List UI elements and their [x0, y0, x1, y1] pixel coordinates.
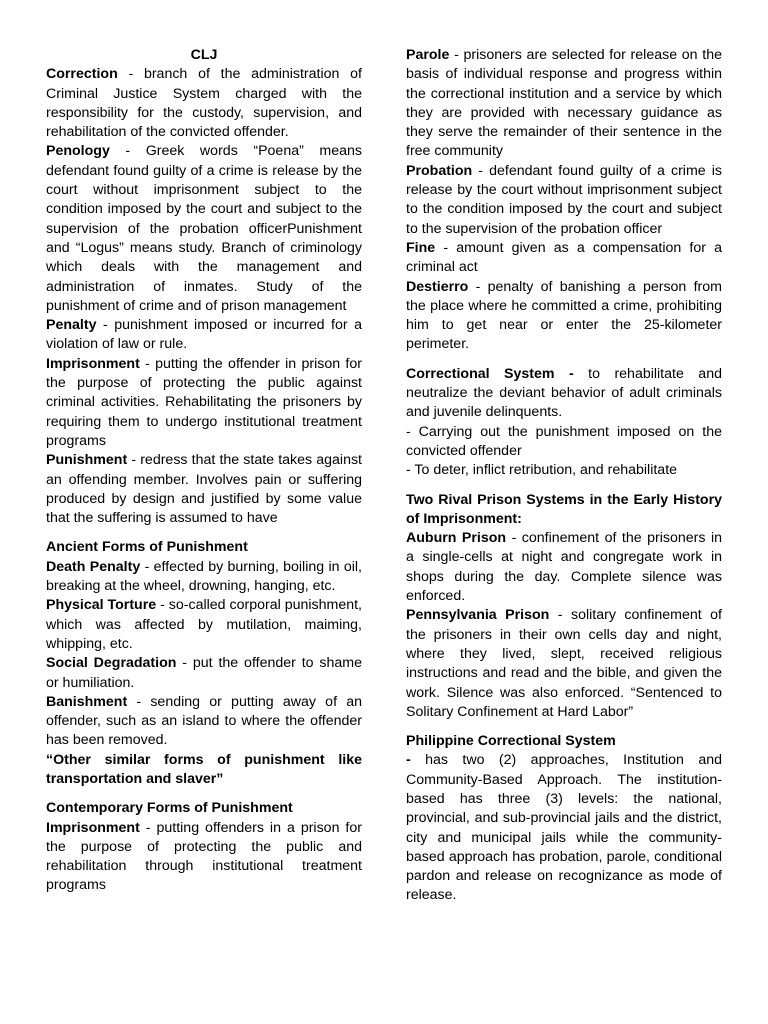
definition-text: - punishment imposed or incurred for a violation of law or rule.	[46, 317, 362, 353]
definition-punishment	[46, 451, 362, 528]
term: Probation	[406, 162, 473, 179]
definition-parole	[406, 46, 722, 162]
other-forms-note: “Other similar forms of punishment like transportation and slaver”	[46, 751, 362, 787]
term: Destierro	[406, 278, 469, 295]
definition-text: to rehabilitate and neutralize the deviant behavior of adult criminals and juvenile delinquents.	[406, 365, 722, 421]
definition-text: - effected by burning, boiling in oil, breaking at the wheel, drowning, hanging, etc.	[46, 558, 363, 595]
term: Physical Torture	[46, 597, 157, 614]
definition-death-penalty	[46, 558, 362, 597]
right-column	[406, 46, 722, 906]
definition-destierro	[406, 278, 722, 355]
term: Correction	[46, 66, 118, 83]
definition-text: - redress that the state takes against an offending member. Involves pain or suffering produced by design and justified by some value that the suffering is assumed to have	[46, 452, 362, 527]
definition-imprisonment	[46, 355, 362, 451]
definition-probation	[406, 162, 722, 239]
definition-social-degradation	[46, 654, 362, 693]
term: Auburn Prison	[406, 530, 507, 547]
section-heading-rival-systems: Two Rival Prison Systems in the Early History of Imprisonment:	[406, 491, 722, 527]
correctional-point: - Carrying out the punishment imposed on the convicted offender	[406, 423, 722, 459]
definition-fine	[406, 239, 722, 278]
section-heading-ancient: Ancient Forms of Punishment	[46, 539, 248, 556]
definition-text: - amount given as a compensation for a criminal act	[406, 239, 722, 276]
definition-text: - Greek words “Poena” means defendant found guilty of a crime is release by the court without imprisonment subject to the condition imposed by the court and subject to the supervision of the probation officerPunishment and “Logus” means study. Branch of criminology which deals with the management and administration of inmates. Study of the punishment of crime and of prison management	[46, 143, 362, 314]
definition-text: - putting the offender in prison for the purpose of protecting the public against criminal activities. Rehabilitating the prisoners by requiring them to undergo institutional treatment programs	[46, 355, 362, 449]
definition-pennsylvania-prison	[406, 606, 722, 722]
term: Fine	[406, 239, 436, 256]
section-heading-contemporary: Contemporary Forms of Punishment	[46, 800, 293, 817]
term: Imprisonment	[46, 355, 140, 372]
definition-text: - so-called corporal punishment, which was affected by mutilation, maiming, whipping, etc.	[46, 597, 362, 652]
definition-correctional-system	[406, 365, 722, 423]
term: Banishment	[46, 693, 128, 710]
definition-auburn-prison	[406, 529, 722, 606]
term: -	[406, 752, 411, 769]
term: Penalty	[46, 317, 97, 334]
definition-text: has two (2) approaches, Institution and Community-Based Approach. The institution-based has three (3) levels: the national, provincial, and sub-provincial jails and the district, city and municipal jails while the community-based approach has probation, parole, conditional pardon and release on recognizance as mode of release.	[406, 752, 722, 904]
spacer	[46, 528, 362, 538]
definition-banishment	[46, 693, 362, 751]
definition-text: - branch of the administration of Criminal Justice System charged with the responsibility for the custody, supervision, and rehabilitation of the convicted offender.	[46, 66, 362, 141]
definition-text: - defendant found guilty of a crime is release by the court without imprisonment subject to the condition imposed by the court and subject to the supervision of the probation officer	[406, 162, 722, 237]
term: Death Penalty	[46, 558, 141, 575]
definition-text: - prisoners are selected for release on the basis of individual response and progress within the correctional institution and a service by which they are provided with necessary guidance as they serve the remainder of their sentence in the free community	[406, 47, 722, 160]
term: Pennsylvania Prison	[406, 607, 550, 624]
definition-penology	[46, 142, 362, 316]
term: Imprisonment	[46, 819, 140, 836]
term: Penology	[46, 143, 110, 160]
term: Punishment	[46, 452, 128, 469]
term: Social Degradation	[46, 655, 177, 672]
definition-text: - put the offender to shame or humiliation.	[46, 655, 362, 691]
definition-correction	[46, 65, 362, 142]
definition-penalty	[46, 316, 362, 355]
definition-text: - solitary confinement of the prisoners in their own cells day and night, where they lived, slept, received religious instructions and read and the bible, and given the work. Silence was also enforced. “Sentenced to Solitary Confinement at Hard Labor”	[406, 607, 722, 720]
page-title: CLJ	[190, 47, 218, 63]
left-column	[46, 46, 362, 896]
definition-text: - penalty of banishing a person from the place where he committed a crime, prohibiting him to get near or enter the 25-kilometer perimeter.	[406, 278, 722, 353]
definition-text: - putting offenders in a prison for the purpose of protecting the public and rehabilitation through institutional treatment programs	[46, 819, 362, 894]
term: Correctional System -	[406, 365, 574, 382]
spacer	[46, 789, 362, 799]
definition-imprisonment-contemporary	[46, 819, 362, 896]
spacer	[406, 722, 722, 732]
correctional-point: - To deter, inflict retribution, and rehabilitate	[406, 462, 678, 479]
definition-text: - sending or putting away of an offender, such as an island to where the offender has been removed.	[46, 693, 362, 749]
section-heading-philippine: Philippine Correctional System	[406, 733, 616, 750]
spacer	[406, 355, 722, 365]
spacer	[406, 481, 722, 491]
definition-philippine-system	[406, 751, 722, 905]
definition-text: - confinement of the prisoners in a single-cells at night and congregate work in shops during the day. Complete silence was enforced.	[406, 530, 722, 605]
term: Parole	[406, 47, 450, 63]
definition-physical-torture	[46, 596, 362, 654]
